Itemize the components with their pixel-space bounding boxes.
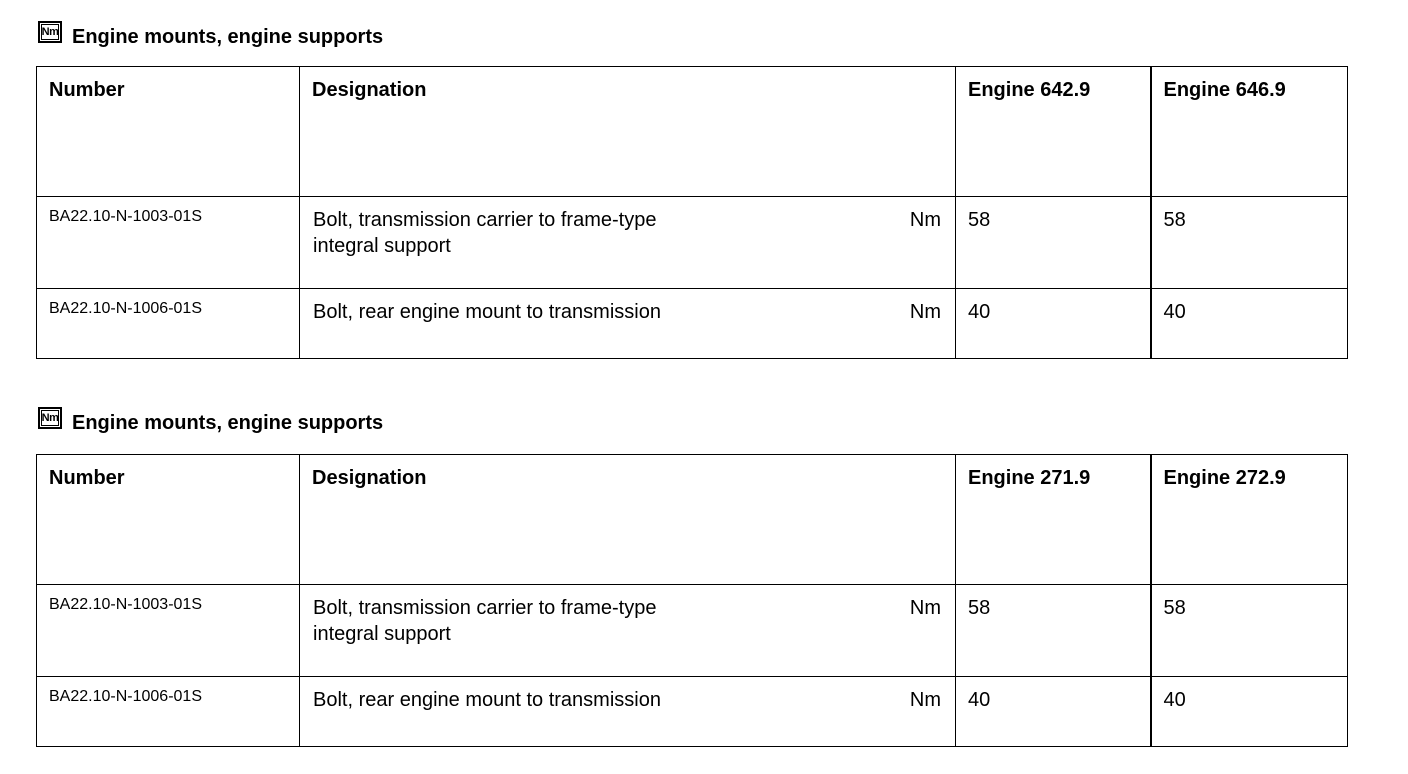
section-heading <box>38 20 383 50</box>
header-engine-a: Engine 642.9 <box>956 67 1151 197</box>
row-value-engine-a: 40 <box>956 677 1151 747</box>
section-title: Engine mounts, engine supports <box>72 411 384 434</box>
nm-torque-icon: Nm <box>38 407 62 429</box>
header-engine-a: Engine 271.9 <box>956 455 1151 585</box>
designation-text: Bolt, rear engine mount to transmission <box>313 301 661 323</box>
unit-label: Nm <box>909 597 941 619</box>
row-value-engine-a: 40 <box>956 289 1151 359</box>
table-header-row <box>37 67 1348 197</box>
header-number: Number <box>37 455 300 585</box>
row-value-engine-b: 40 <box>1151 677 1348 747</box>
table-row <box>37 197 1348 289</box>
header-designation: Designation <box>300 67 956 197</box>
row-number: BA22.10-N-1003-01S <box>37 585 300 677</box>
table-row <box>37 585 1348 677</box>
section-heading <box>38 406 383 436</box>
designation-text: Bolt, transmission carrier to frame-type integral support <box>313 209 657 257</box>
row-designation <box>300 585 956 677</box>
row-number: BA22.10-N-1006-01S <box>37 677 300 747</box>
table-row <box>37 677 1348 747</box>
nm-torque-icon: Nm <box>38 21 62 43</box>
row-value-engine-a: 58 <box>956 197 1151 289</box>
row-designation <box>300 197 956 289</box>
row-number: BA22.10-N-1003-01S <box>37 197 300 289</box>
torque-table <box>36 66 1348 359</box>
row-value-engine-b: 40 <box>1151 289 1348 359</box>
header-number: Number <box>37 67 300 197</box>
section-title: Engine mounts, engine supports <box>72 25 384 48</box>
header-engine-b: Engine 646.9 <box>1151 67 1348 197</box>
unit-label: Nm <box>909 301 941 323</box>
header-engine-b: Engine 272.9 <box>1151 455 1348 585</box>
designation-text: Bolt, transmission carrier to frame-type integral support <box>313 597 657 645</box>
header-designation: Designation <box>300 455 956 585</box>
unit-label: Nm <box>909 689 941 711</box>
unit-label: Nm <box>909 209 941 231</box>
row-designation <box>300 677 956 747</box>
row-value-engine-a: 58 <box>956 585 1151 677</box>
row-value-engine-b: 58 <box>1151 197 1348 289</box>
row-number: BA22.10-N-1006-01S <box>37 289 300 359</box>
table-header-row <box>37 455 1348 585</box>
table-row <box>37 289 1348 359</box>
torque-table <box>36 454 1348 747</box>
designation-text: Bolt, rear engine mount to transmission <box>313 689 661 711</box>
row-value-engine-b: 58 <box>1151 585 1348 677</box>
row-designation <box>300 289 956 359</box>
